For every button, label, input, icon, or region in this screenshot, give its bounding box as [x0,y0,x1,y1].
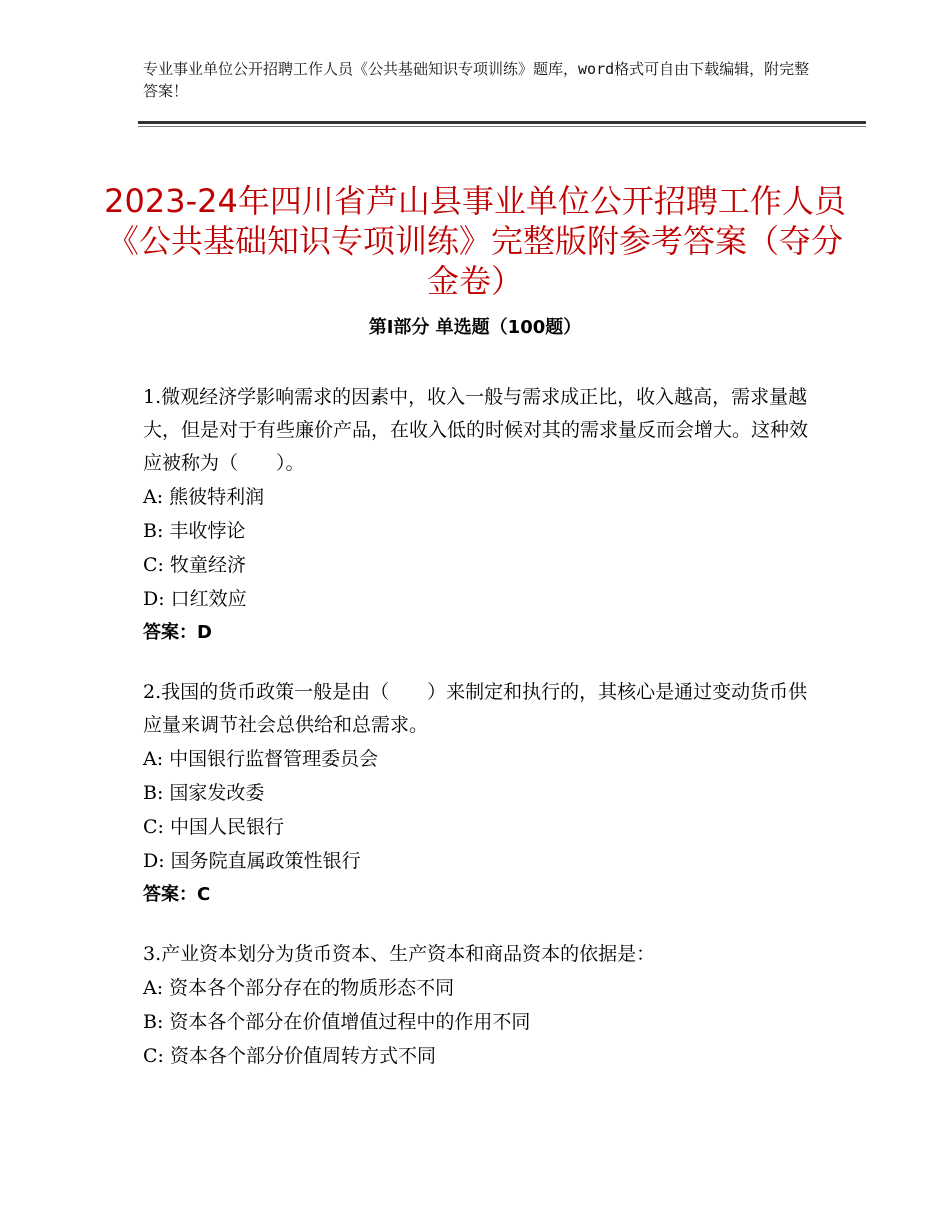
question-3 [143,938,815,1073]
section-title: 第Ⅰ部分 单选题（100题） [368,317,582,338]
header-divider-thick [138,121,866,124]
option-c: C: 中国人民银行 [143,816,284,838]
option-a: A: 中国银行监督管理委员会 [143,748,379,770]
option-c: C: 牧童经济 [143,554,246,576]
question-1 [143,381,815,650]
question-stem: 2.我国的货币政策一般是由（ ）来制定和执行的，其核心是通过变动货币供应量来调节社会总供给和总需求。 [143,681,808,736]
question-stem: 1.微观经济学影响需求的因素中，收入一般与需求成正比，收入越高，需求量越大，但是对于有些廉价产品，在收入低的时候对其的需求量反而会增大。这种效应被称为（ ）。 [143,386,809,474]
header-divider-thin [138,126,866,127]
option-d: D: 口红效应 [143,588,247,610]
question-stem: 3.产业资本划分为货币资本、生产资本和商品资本的依据是： [143,943,656,965]
option-a: A: 资本各个部分存在的物质形态不同 [143,977,455,999]
answer: 答案：C [143,884,211,905]
document-title: 2023-24年四川省芦山县事业单位公开招聘工作人员《公共基础知识专项训练》完整版附参考答案（夺分金卷） [104,182,846,301]
header-note: 专业事业单位公开招聘工作人员《公共基础知识专项训练》题库，word格式可自由下载编辑，附完整答案！ [143,60,810,100]
option-b: B: 国家发改委 [143,782,265,804]
option-b: B: 丰收悖论 [143,520,246,542]
option-b: B: 资本各个部分在价值增值过程中的作用不同 [143,1011,531,1033]
option-c: C: 资本各个部分价值周转方式不同 [143,1045,436,1067]
option-a: A: 熊彼特利润 [143,486,265,508]
option-d: D: 国务院直属政策性银行 [143,850,361,872]
answer: 答案：D [143,622,212,643]
question-list [143,381,815,1099]
question-2 [143,676,815,912]
